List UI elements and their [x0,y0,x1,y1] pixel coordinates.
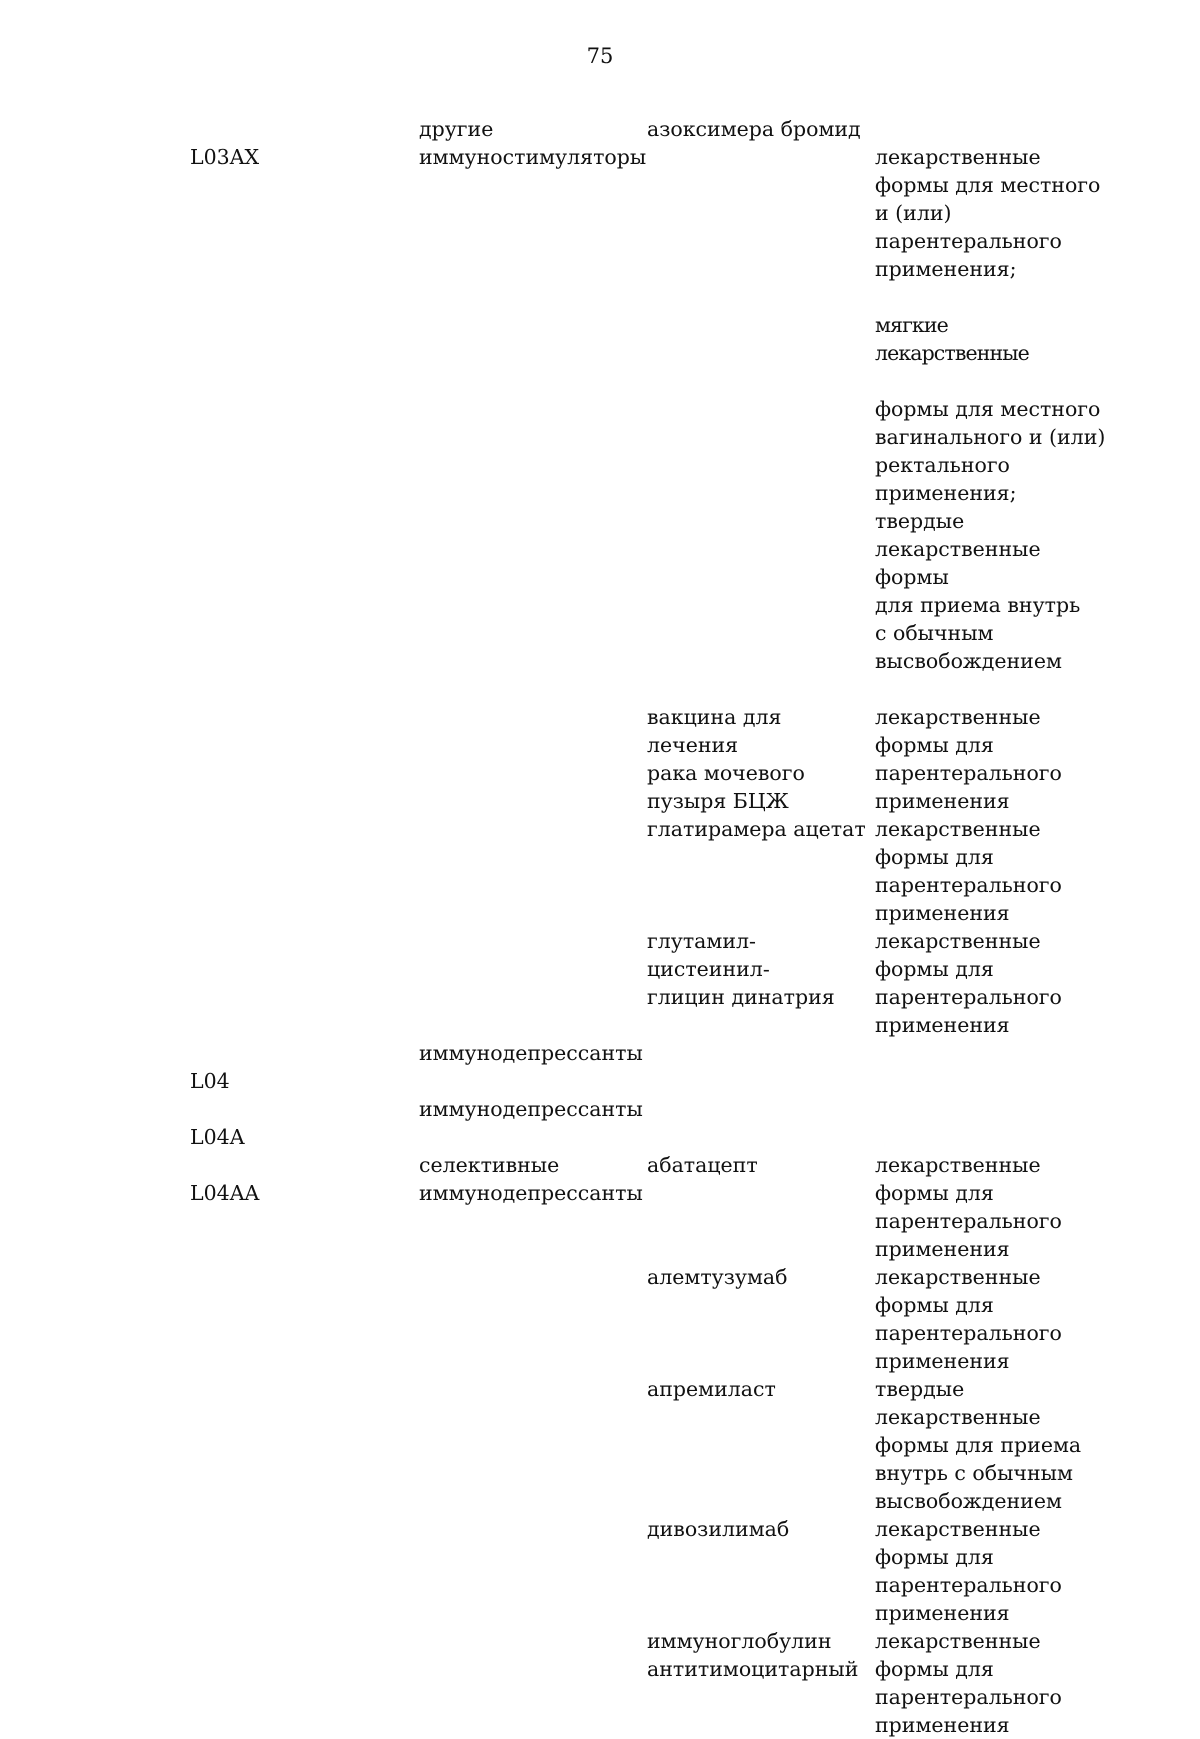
table-row-l04aa [0,1151,1200,1739]
drug-row [647,1627,1107,1739]
pharmacological-group: селективные иммунодепрессанты [419,1153,643,1205]
drug-name: азоксимера бромид [647,117,861,141]
drug-table [0,115,1200,1739]
dosage-form: лекарственные формы для парентерального применения [875,1265,1062,1373]
atc-code: L03AX [190,145,260,169]
drug-name: глатирамера ацетат [647,817,866,841]
drug-name: глутамил-цистеинил- глицин динатрия [647,929,835,1009]
drug-name: апремиласт [647,1377,776,1401]
dosage-form-part: формы для местного вагинального и (или) ректального применения; твердые лекарственные формы для приема внутрь с обычным высвобождением [875,397,1106,673]
drug-list [647,1151,1107,1739]
drug-row [647,703,1107,815]
atc-code: L04 [190,1069,230,1093]
dosage-form-part: мягкие лекарственные [875,313,1029,365]
dosage-form: лекарственные формы для парентерального применения [875,1153,1062,1261]
drug-name: вакцина для лечения рака мочевого пузыря БЦЖ [647,705,805,813]
pharmacological-group: иммунодепрессанты [419,1041,643,1065]
drug-name: иммуноглобулин антитимоцитарный [647,1629,859,1681]
drug-row [647,815,1107,927]
pharmacological-group: иммунодепрессанты [419,1097,643,1121]
drug-row [647,1263,1107,1375]
dosage-form: лекарственные формы для парентерального применения [875,1629,1062,1737]
dosage-form [875,115,1107,703]
drug-name: абатацепт [647,1153,758,1177]
table-row-l03ax [0,115,1200,1039]
drug-list [647,115,1107,1039]
dosage-form: лекарственные формы для парентерального применения [875,929,1062,1037]
drug-name: дивозилимаб [647,1517,790,1541]
drug-row [647,115,1107,703]
drug-row [647,1375,1107,1515]
dosage-form: лекарственные формы для парентерального применения [875,1517,1062,1625]
pharmacological-group: другие иммуностимуляторы [419,117,647,169]
table-row-l04 [0,1039,1200,1095]
dosage-form: лекарственные формы для парентерального применения [875,705,1062,813]
atc-code: L04AA [190,1181,260,1205]
drug-row [647,1515,1107,1627]
drug-row [647,1151,1107,1263]
drug-name: алемтузумаб [647,1265,788,1289]
drug-row [647,927,1107,1039]
table-row-l04a [0,1095,1200,1151]
dosage-form: лекарственные формы для парентерального применения [875,817,1062,925]
dosage-form-part: лекарственные формы для местного и (или) парентерального применения; [875,145,1101,281]
page-number: 75 [586,44,614,68]
dosage-form: твердые лекарственные формы для приема внутрь с обычным высвобождением [875,1377,1082,1513]
atc-code: L04A [190,1125,245,1149]
